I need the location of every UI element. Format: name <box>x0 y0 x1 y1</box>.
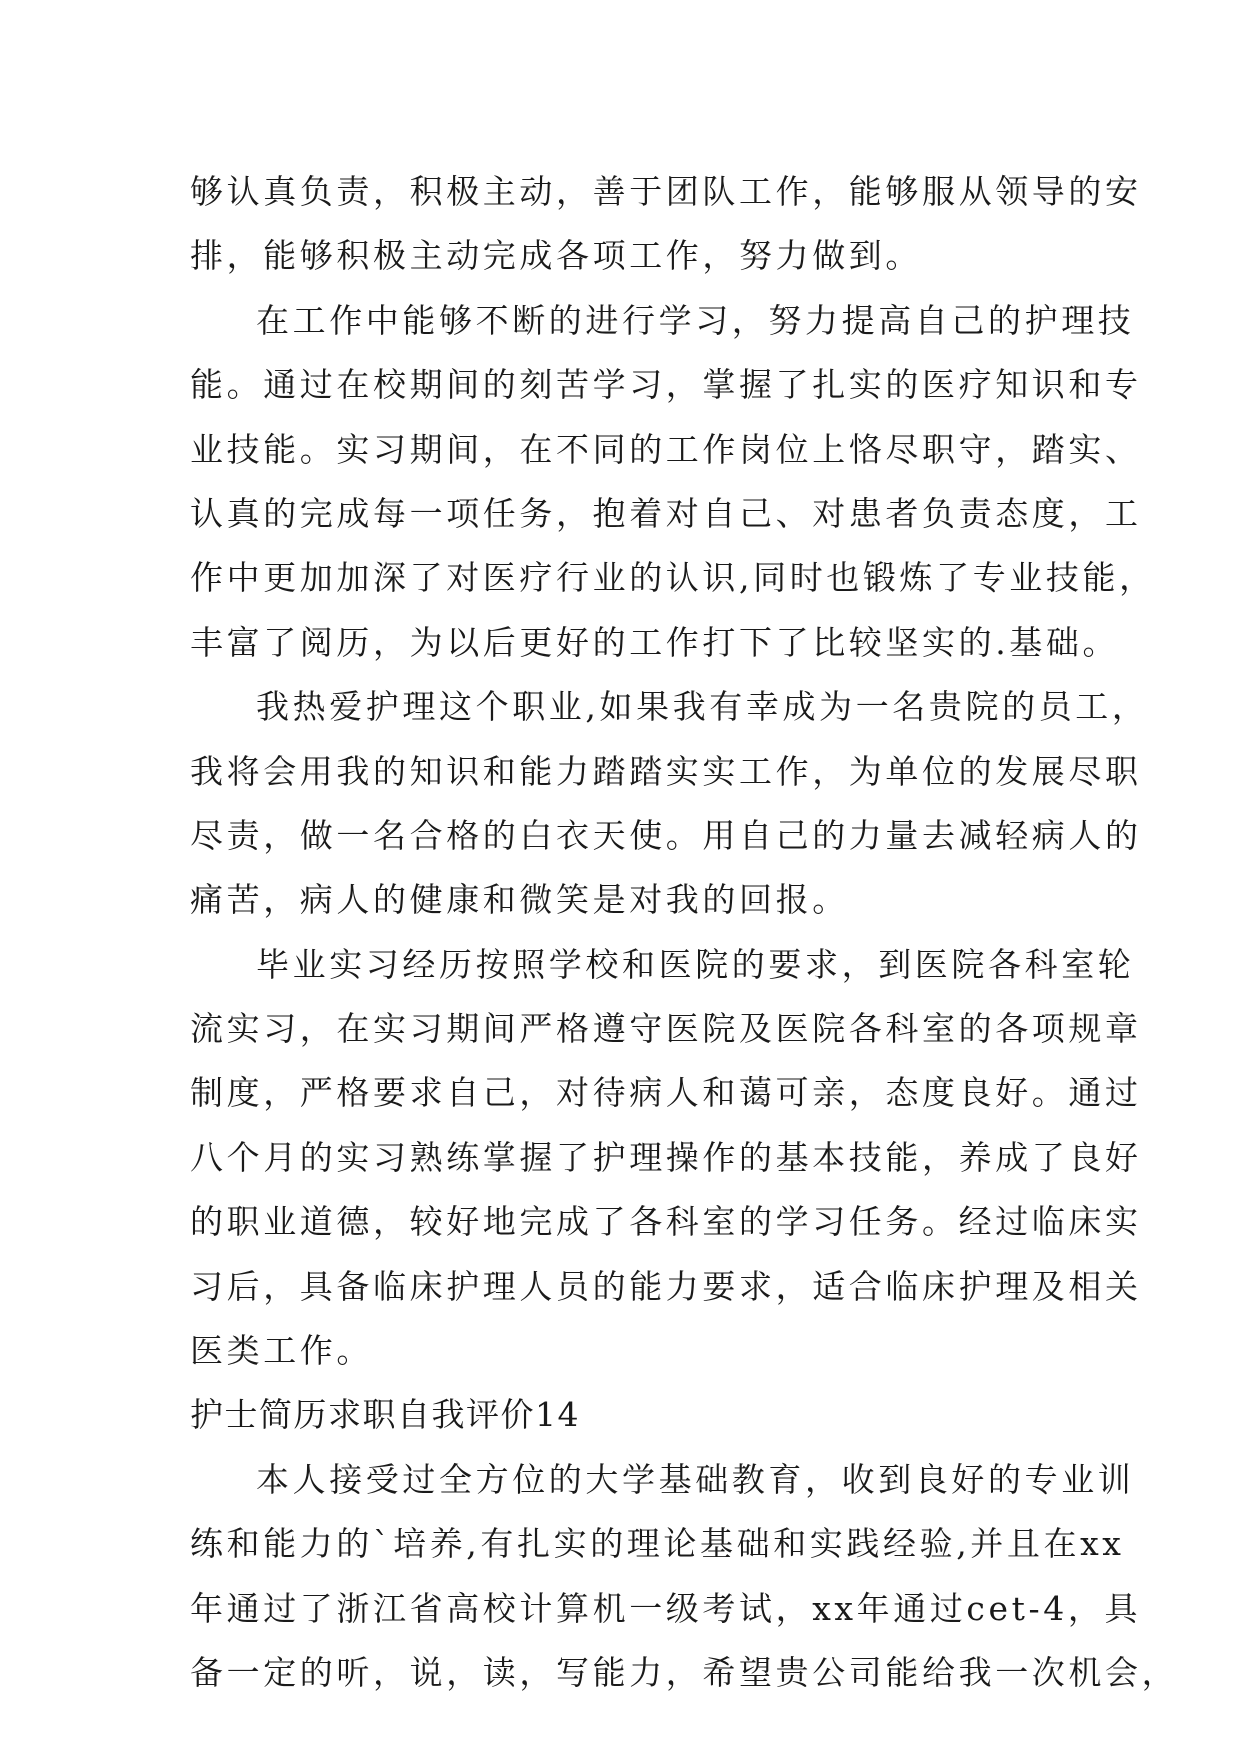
text-line-18: 习后，具备临床护理人员的能力要求，适合临床护理及相关 <box>190 1266 1142 1306</box>
text-line-11: 尽责，做一名合格的白衣天使。用自己的力量去减轻病人的 <box>190 815 1142 855</box>
paragraph-start-line-9: 我热爱护理这个职业,如果我有幸成为一名贵院的员工， <box>256 687 1149 727</box>
text-line-24: 备一定的听，说，读，写能力，希望贵公司能给我一次机会， <box>190 1652 1179 1692</box>
section-heading: 护士简历求职自我评价14 <box>190 1395 580 1435</box>
text-line-2: 排，能够积极主动完成各项工作，努力做到。 <box>190 236 922 276</box>
paragraph-start-line-21: 本人接受过全方位的大学基础教育，收到良好的专业训 <box>256 1459 1135 1499</box>
text-line-5: 业技能。实习期间，在不同的工作岗位上恪尽职守，踏实、 <box>190 429 1142 469</box>
text-line-6: 认真的完成每一项任务，抱着对自己、对患者负责态度，工 <box>190 493 1142 533</box>
text-line-23: 年通过了浙江省高校计算机一级考试，xx年通过cet-4，具 <box>190 1588 1142 1628</box>
text-line-17: 的职业道德，较好地完成了各科室的学习任务。经过临床实 <box>190 1202 1142 1242</box>
text-line-10: 我将会用我的知识和能力踏踏实实工作，为单位的发展尽职 <box>190 751 1142 791</box>
text-line-16: 八个月的实习熟练掌握了护理操作的基本技能，养成了良好 <box>190 1137 1142 1177</box>
paragraph-start-line-13: 毕业实习经历按照学校和医院的要求，到医院各科室轮 <box>256 944 1135 984</box>
document-body <box>190 160 1179 1705</box>
text-line-15: 制度，严格要求自己，对待病人和蔼可亲，态度良好。通过 <box>190 1073 1142 1113</box>
text-line-4: 能。通过在校期间的刻苦学习，掌握了扎实的医疗知识和专 <box>190 365 1142 405</box>
text-line-1: 够认真负责，积极主动，善于团队工作，能够服从领导的安 <box>190 172 1142 211</box>
text-line-12: 痛苦，病人的健康和微笑是对我的回报。 <box>190 880 849 920</box>
text-line-8: 丰富了阅历，为以后更好的工作打下了比较坚实的.基础。 <box>190 622 1120 662</box>
text-line-14: 流实习，在实习期间严格遵守医院及医院各科室的各项规章 <box>190 1009 1142 1049</box>
text-line-22: 练和能力的`培养,有扎实的理论基础和实践经验,并且在xx <box>190 1524 1125 1564</box>
text-line-7: 作中更加加深了对医疗行业的认识,同时也锻炼了专业技能， <box>190 558 1156 598</box>
text-line-19: 医类工作。 <box>190 1331 373 1371</box>
paragraph-start-line-3: 在工作中能够不断的进行学习，努力提高自己的护理技 <box>256 300 1135 340</box>
